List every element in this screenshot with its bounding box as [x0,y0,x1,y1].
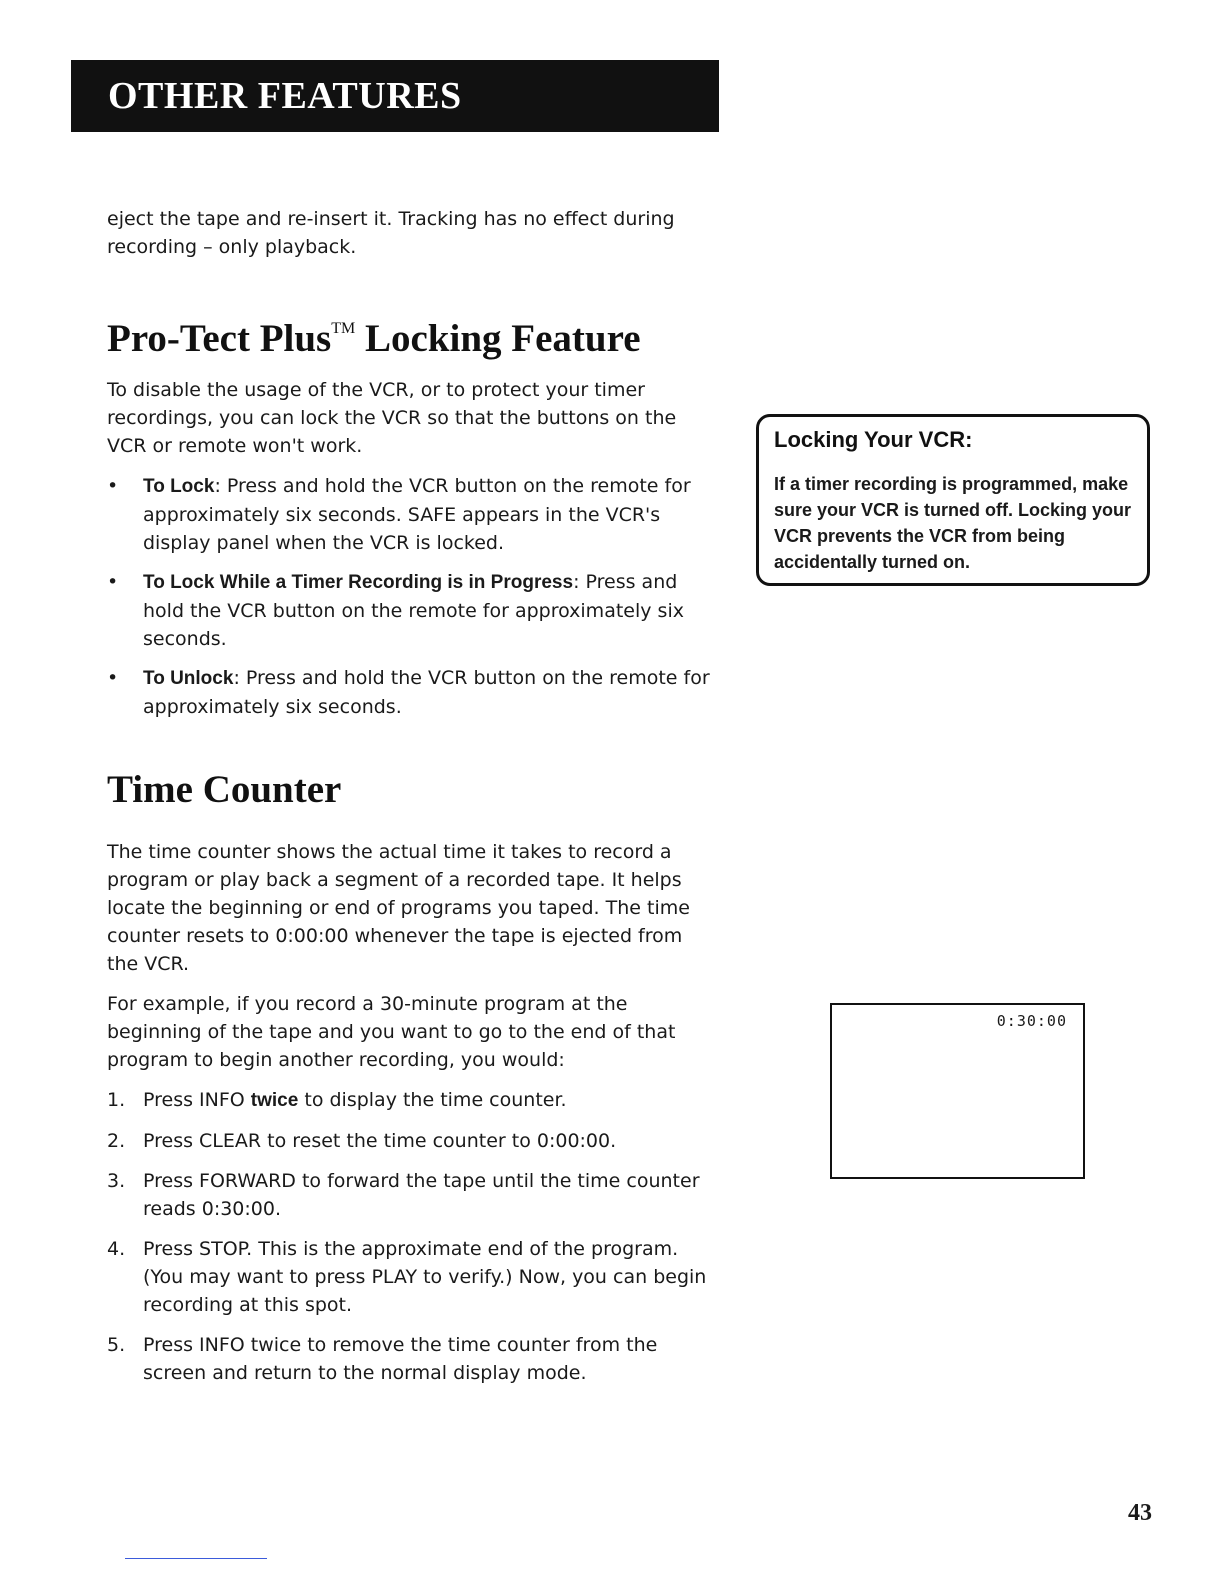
bullet-marker: • [107,667,119,689]
footer-divider [125,1558,267,1559]
intro-paragraph: eject the tape and re-insert it. Tracking has no effect during recording – only playback. [107,208,675,258]
step-number: 4. [107,1238,126,1260]
item-text: : Press and hold the VCR button on the remote for approximately six seconds. [143,571,684,650]
list-item [107,568,712,653]
item-title: To Unlock [143,668,234,689]
item-title: To Lock [143,476,215,497]
page-number: 43 [1128,1500,1152,1526]
time-counter-paragraph: The time counter shows the actual time it takes to record a program or play back a segment of a recorded tape. It helps locate the beginning or end of programs you taped. The time counter resets to 0:00:00 whenever the tape is ejected from the VCR. [107,841,690,975]
bullet-marker: • [107,571,119,593]
protect-heading [107,306,712,362]
step-number: 5. [107,1334,126,1356]
list-item [107,472,712,557]
step-number: 2. [107,1130,126,1152]
item-title: To Lock While a Timer Recording is in Progress [143,572,574,593]
step-number: 1. [107,1089,126,1111]
step-text: Press INFO [143,1089,251,1111]
tip-text: If a timer recording is programmed, make sure your VCR is turned off. Locking your VCR prevents the VCR from being accidentally turned on. [774,474,1132,572]
step-number: 3. [107,1170,126,1192]
protect-heading-main: Pro-Tect Plus [107,317,332,360]
step-text: Press STOP. This is the approximate end of the program. (You may want to press PLAY to verify.) Now, you can begin recording at this spot. [143,1238,707,1316]
locking-tip-box [756,414,1150,586]
step-emphasis: twice [250,1090,299,1111]
time-counter-readout: 0:30:00 [996,1012,1067,1030]
list-item [107,1331,712,1387]
step-text: Press CLEAR to reset the time counter to 0:00:00. [143,1130,617,1152]
item-text: : Press and hold the VCR button on the remote for approximately six seconds. SAFE appears in the VCR's display panel when the VCR is locked. [143,475,691,554]
list-item [107,1167,712,1223]
list-item [107,1086,712,1115]
step-text-end: to display the time counter. [298,1089,567,1111]
protect-intro-paragraph: To disable the usage of the VCR, or to protect your timer recordings, you can lock the VCR so that the buttons on the VCR or remote won't work. [107,379,677,457]
section-header-bar [71,60,719,132]
list-item [107,1235,712,1319]
list-item [107,1127,712,1155]
item-text: : Press and hold the VCR button on the remote for approximately six seconds. [143,667,710,718]
example-paragraph: For example, if you record a 30-minute program at the beginning of the tape and you want to go to the end of that program to begin another recording, you would: [107,993,676,1071]
trademark-mark: TM [331,320,356,337]
list-item [107,664,712,721]
time-counter-heading: Time Counter [107,768,342,811]
time-counter-steps [107,1086,712,1387]
step-text: Press INFO twice to remove the time counter from the screen and return to the normal display mode. [143,1334,658,1384]
tip-title: Locking Your VCR: [774,427,973,452]
bullet-marker: • [107,475,119,497]
section-title: OTHER FEATURES [108,75,462,117]
tv-screen-illustration [830,1003,1085,1179]
lock-instructions-list [107,472,712,721]
protect-heading-rest: Locking Feature [355,317,641,360]
step-text: Press FORWARD to forward the tape until the time counter reads 0:30:00. [143,1170,700,1220]
